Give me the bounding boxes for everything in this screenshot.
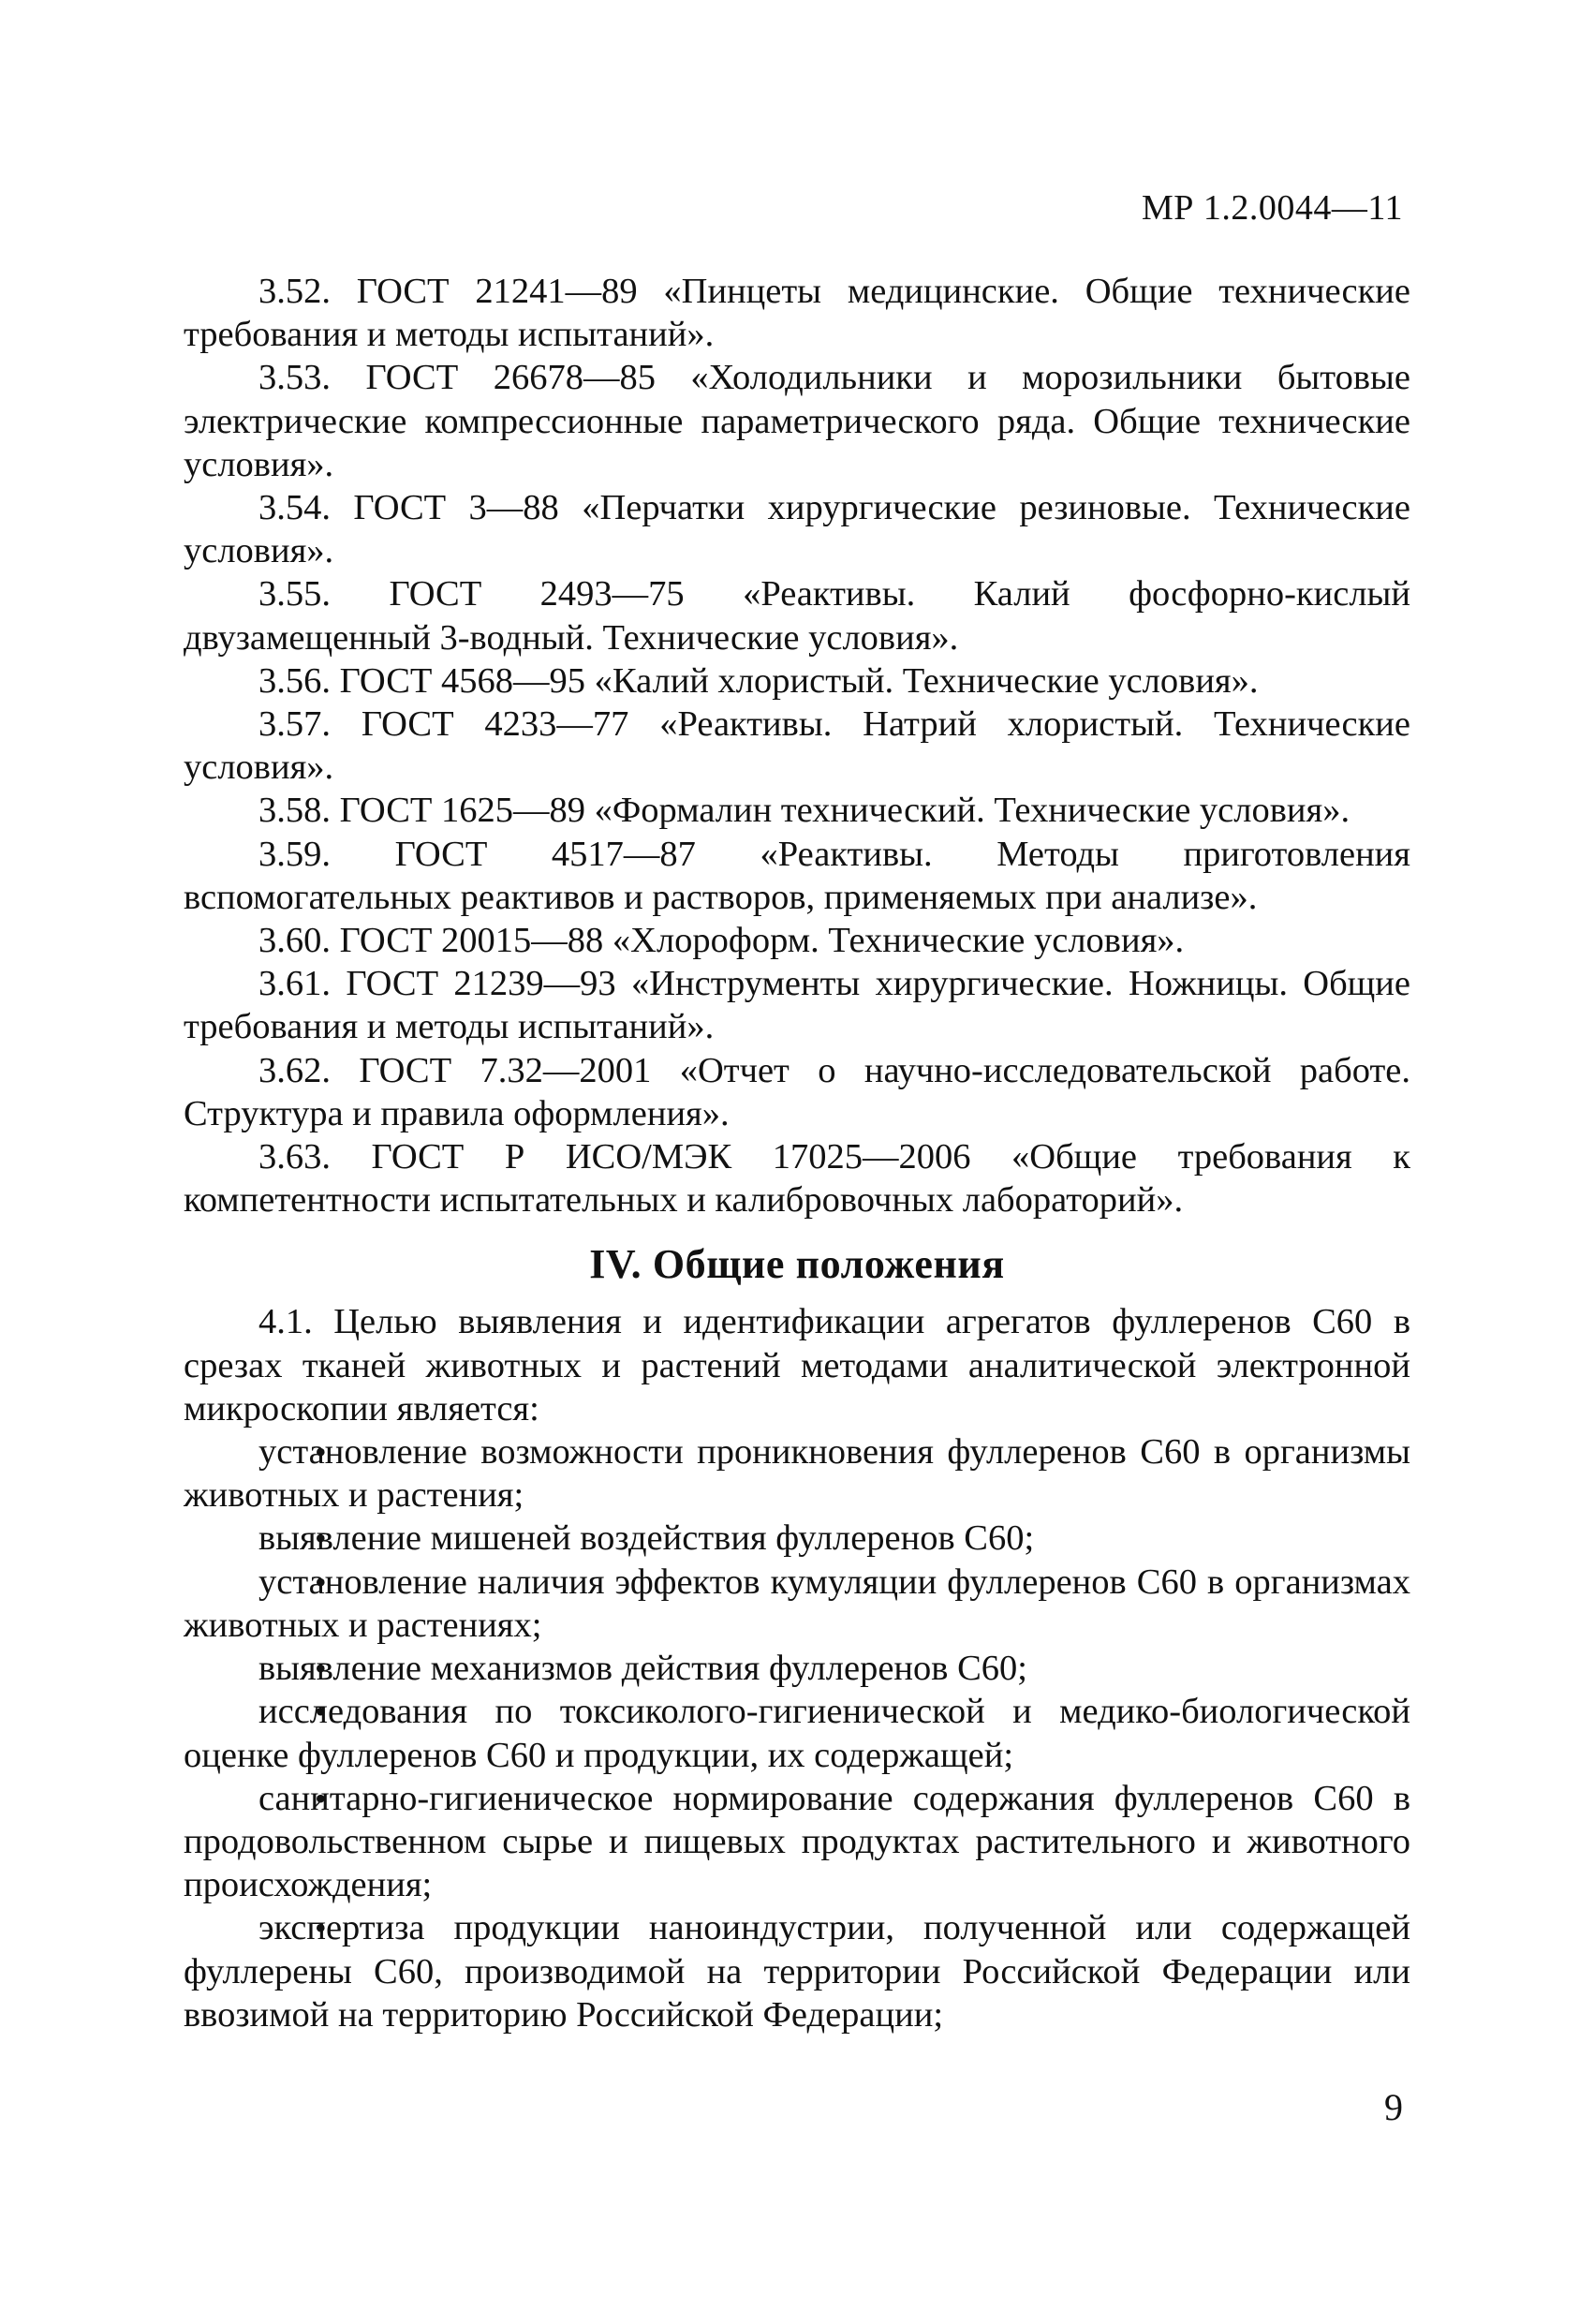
reference-item: 3.61. ГОСТ 21239—93 «Инструменты хирургические. Ножницы. Общие требования и методы испытаний». <box>184 964 1410 1047</box>
reference-item: 3.59. ГОСТ 4517—87 «Реактивы. Методы приготовления вспомогательных реактивов и растворов, применяемых при анализе». <box>184 834 1410 917</box>
list-item <box>184 1430 1410 1517</box>
reference-item: 3.56. ГОСТ 4568—95 «Калий хлористый. Технические условия». <box>258 660 1259 701</box>
reference-item: 3.57. ГОСТ 4233—77 «Реактивы. Натрий хлористый. Технические условия». <box>184 704 1410 788</box>
goals-list <box>184 1430 1410 2036</box>
section-intro: 4.1. Целью выявления и идентификации агрегатов фуллеренов С60 в срезах тканей животных и растений методами аналитической электронной микроскопии является: <box>184 1302 1410 1428</box>
list-item-text: выявление механизмов действия фуллеренов С60; <box>258 1649 1027 1689</box>
list-item <box>184 1690 1410 1776</box>
list-item <box>184 1647 1410 1690</box>
list-item <box>184 1517 1410 1560</box>
list-item <box>184 1777 1410 1907</box>
section-heading: IV. Общие положения <box>589 1241 1005 1288</box>
list-item-text: установление возможности проникновения фуллеренов С60 в организмы животных и растения; <box>184 1432 1410 1516</box>
reference-item: 3.60. ГОСТ 20015—88 «Хлороформ. Технические условия». <box>258 921 1185 961</box>
list-item <box>184 1561 1410 1647</box>
reference-item: 3.55. ГОСТ 2493—75 «Реактивы. Калий фосфорно-кислый двузамещенный 3-водный. Технические условия». <box>184 574 1410 658</box>
reference-item: 3.58. ГОСТ 1625—89 «Формалин технический. Технические условия». <box>258 791 1350 831</box>
reference-item: 3.62. ГОСТ 7.32—2001 «Отчет о научно-исследовательской работе. Структура и правила оформления». <box>184 1050 1410 1133</box>
page-content <box>184 270 1410 2036</box>
reference-item: 3.63. ГОСТ Р ИСО/МЭК 17025—2006 «Общие требования к компетентности испытательных и калибровочных лабораторий». <box>184 1137 1410 1221</box>
list-item-text: установление наличия эффектов кумуляции фуллеренов С60 в организмах животных и растениях; <box>184 1562 1410 1645</box>
list-item-text: выявление мишеней воздействия фуллеренов С60; <box>258 1518 1035 1559</box>
reference-item: 3.53. ГОСТ 26678—85 «Холодильники и морозильники бытовые электрические компрессионные параметрического ряда. Общие технические условия». <box>184 358 1410 484</box>
page-number: 9 <box>1384 2086 1403 2128</box>
list-item <box>184 1906 1410 2036</box>
list-item-text: исследования по токсиколого-гигиенической и медико-биологической оценке фуллеренов С60 и продукции, их содержащей; <box>184 1692 1410 1775</box>
list-item-text: экспертиза продукции наноиндустрии, полученной или содержащей фуллерены С60, производимой на территории Российской Федерации или ввозимой на территорию Российской Федерации; <box>184 1908 1410 2035</box>
list-item-text: санитарно-гигиеническое нормирование содержания фуллеренов С60 в продовольственном сырье и пищевых продуктах растительного и животного происхождения; <box>184 1778 1410 1905</box>
reference-item: 3.54. ГОСТ 3—88 «Перчатки хирургические резиновые. Технические условия». <box>184 488 1410 571</box>
reference-item: 3.52. ГОСТ 21241—89 «Пинцеты медицинские. Общие технические требования и методы испытаний». <box>184 272 1410 355</box>
document-code: МР 1.2.0044—11 <box>1141 188 1403 228</box>
